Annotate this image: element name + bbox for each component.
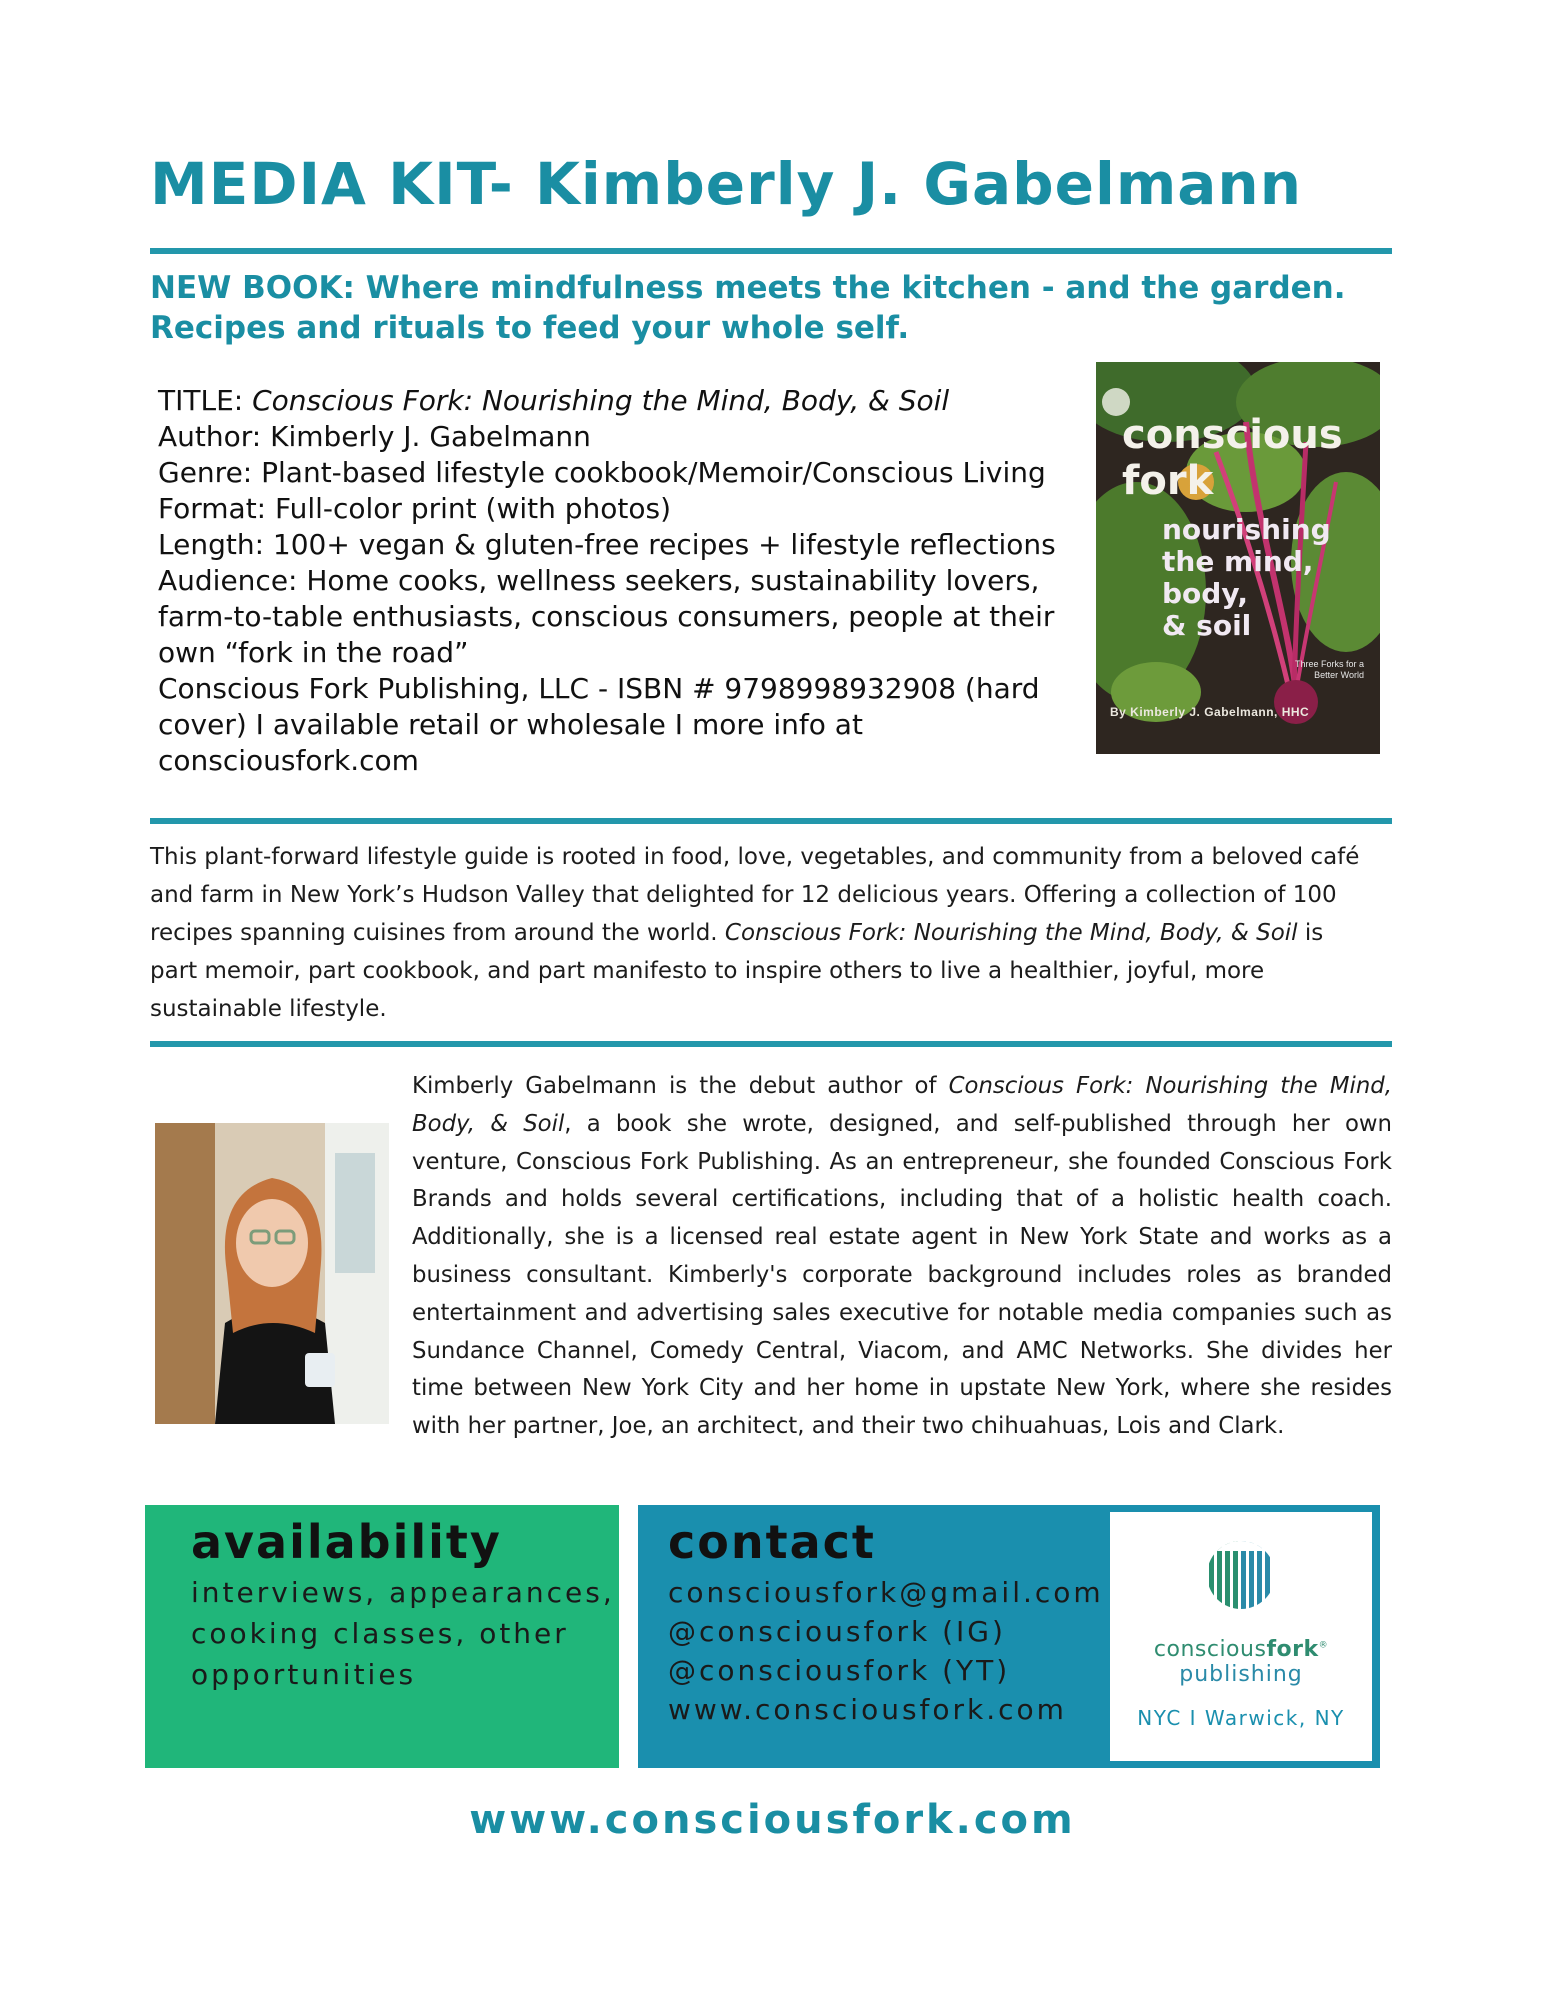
- logo-location: NYC I Warwick, NY: [1137, 1706, 1345, 1730]
- cover-title: [1122, 412, 1343, 504]
- intro-text-1: This plant-forward lifestyle guide is rooted in food, love, vegetables, and community from a beloved café and farm in New York’s Hudson Valley that delighted for 12 delicious years. Offering a collection of 100 recipes spanning cuisines from around the world.: [150, 844, 1360, 946]
- cover-subtitle-line-1: nourishing: [1162, 513, 1331, 546]
- detail-title-value: Conscious Fork: Nourishing the Mind, Body, & Soil: [252, 384, 950, 417]
- detail-publisher: Conscious Fork Publishing, LLC - ISBN # 9798998932908 (hard cover) I available retail or wholesale I more info at consciousfork.com: [158, 672, 1040, 777]
- contact-website[interactable]: www.consciousfork.com: [668, 1693, 1067, 1726]
- page-title: MEDIA KIT- Kimberly J. Gabelmann: [150, 150, 1303, 218]
- divider-middle: [150, 818, 1392, 824]
- logo-publishing: publishing: [1179, 1662, 1303, 1687]
- logo-word-fork: fork: [1266, 1637, 1319, 1662]
- bio-text-1: Kimberly Gabelmann is the debut author of: [412, 1073, 949, 1099]
- detail-genre: Genre: Plant-based lifestyle cookbook/Memoir/Conscious Living: [158, 456, 1046, 489]
- cover-subtitle-line-2: the mind,: [1162, 545, 1314, 578]
- bio-book-title: Conscious Fork: Nourishing the Mind, Body, & Soil: [412, 1073, 1392, 1137]
- contact-youtube[interactable]: @consciousfork (YT): [668, 1654, 1011, 1687]
- cover-title-line-1: conscious: [1122, 412, 1343, 458]
- availability-line-2: cooking classes, other: [191, 1617, 569, 1650]
- availability-line-3: opportunities: [191, 1658, 417, 1691]
- detail-title: [158, 383, 1078, 419]
- book-description: [150, 838, 1375, 1028]
- book-cover-image: [1096, 362, 1380, 754]
- cover-title-line-2: fork: [1122, 458, 1214, 504]
- author-photo: [155, 1123, 389, 1424]
- cover-subtitle-line-3: body,: [1162, 577, 1249, 610]
- contact-email[interactable]: consciousfork@gmail.com: [668, 1576, 1104, 1609]
- detail-audience: Audience: Home cooks, wellness seekers, sustainability lovers, farm-to-table enthusiasts, conscious consumers, people at their own “fork in the road”: [158, 564, 1055, 669]
- bio-text-2: , a book she wrote, designed, and self-published through her own venture, Conscious Fork Publishing. As an entrepreneur, she founded Conscious Fork Brands and holds several certifications, including that of a holistic health coach. Additionally, she is a licensed real estate agent in New York State and works as a business consultant. Kimberly's corporate background includes roles as branded entertainment and advertising sales executive for notable media companies such as Sundance Channel, Comedy Central, Viacom, and AMC Networks. She divides her time between New York City and her home in upstate New York, where she resides with her partner, Joe, an architect, and their two chihuahuas, Lois and Clark.: [412, 1110, 1392, 1440]
- cover-byline: By Kimberly J. Gabelmann, HHC: [1110, 705, 1310, 719]
- intro-book-title: Conscious Fork: Nourishing the Mind, Body, & Soil: [724, 920, 1298, 946]
- cover-tagline: Three Forks for a Better World: [1294, 659, 1364, 680]
- contact-heading: contact: [668, 1515, 876, 1569]
- detail-author: Author: Kimberly J. Gabelmann: [158, 420, 591, 453]
- cover-subtitle-line-4: & soil: [1162, 609, 1252, 642]
- book-subhead: [150, 268, 1400, 348]
- logo-wordmark: [1110, 1637, 1372, 1662]
- divider-top: [150, 248, 1392, 254]
- fork-logo-icon: [1110, 1512, 1372, 1632]
- availability-line-1: interviews, appearances,: [191, 1576, 615, 1609]
- contact-instagram[interactable]: @consciousfork (IG): [668, 1615, 1006, 1648]
- intro-text-2: is part memoir, part cookbook, and part manifesto to inspire others to live a healthier, joyful, more sustainable lifestyle.: [150, 920, 1324, 1022]
- footer-website-link[interactable]: www.consciousfork.com: [469, 1797, 1076, 1843]
- detail-length: Length: 100+ vegan & gluten-free recipes + lifestyle reflections: [158, 528, 1056, 561]
- subhead-line-2: Recipes and rituals to feed your whole self.: [150, 310, 910, 346]
- logo-registered-mark: ®: [1318, 1640, 1329, 1651]
- author-photo-art: [155, 1123, 389, 1424]
- divider-lower: [150, 1041, 1392, 1047]
- subhead-line-1: NEW BOOK: Where mindfulness meets the kitchen - and the garden.: [150, 270, 1346, 306]
- detail-format: Format: Full-color print (with photos): [158, 492, 672, 525]
- book-details: [158, 383, 1078, 779]
- publisher-logo-box: [1110, 1512, 1372, 1761]
- cover-subtitle: [1162, 514, 1331, 642]
- author-bio: [412, 1068, 1392, 1446]
- detail-title-label: TITLE:: [158, 384, 253, 417]
- logo-word-conscious: conscious: [1153, 1637, 1267, 1662]
- availability-box: [145, 1505, 619, 1768]
- availability-heading: availability: [191, 1515, 502, 1569]
